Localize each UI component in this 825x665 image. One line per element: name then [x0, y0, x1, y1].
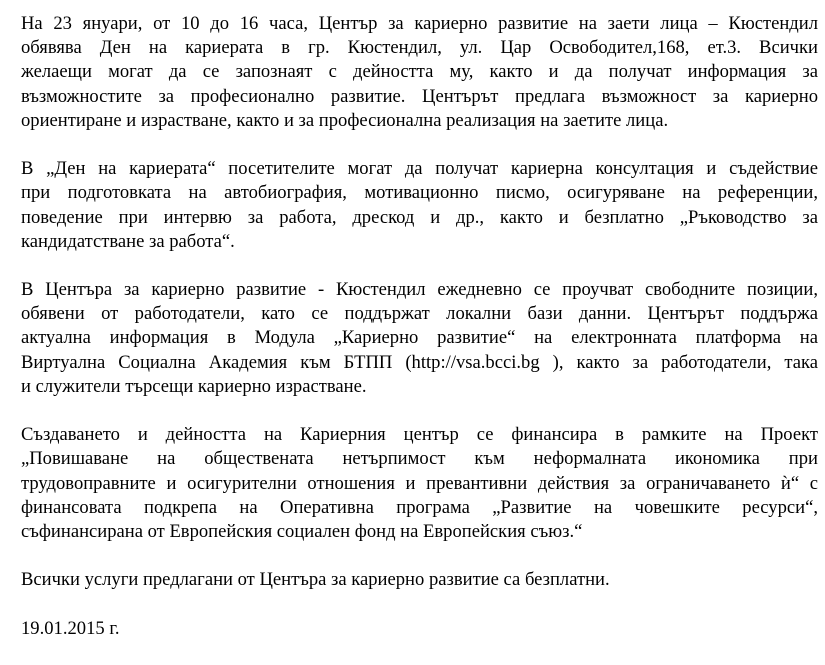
text-line: съфинансирана от Европейския социален фонд на Европейския съюз.“: [21, 520, 583, 542]
text-line: „Повишаване на обществената нетърпимост към неформалната икономика при: [21, 448, 818, 470]
text-line: при подготовката на автобиография, мотивационно писмо, осигуряване на референции,: [21, 182, 818, 204]
text-line: В „Ден на кариерата“ посетителите могат да получат кариерна консултация и съдействие: [21, 158, 818, 180]
text-line: поведение при интервю за работа, дрескод и др., както и безплатно „Ръководство за: [21, 206, 818, 228]
text-line: трудовоправните и осигурителни отношения и превантивни действия за ограничаването ѝ“ с: [21, 472, 818, 494]
text-line: кандидатстване за работа“.: [21, 230, 235, 252]
text-line: възможностите за професионално развитие. Центърът предлага възможност за кариерно: [21, 85, 818, 107]
text-line: обявява Ден на кариерата в гр. Кюстендил, ул. Цар Освободител,168, ет.3. Всички: [21, 37, 818, 59]
document-body: [21, 12, 818, 665]
text-line: В Центъра за кариерно развитие - Кюстендил ежедневно се проучват свободните позиции,: [21, 279, 818, 301]
text-line: ориентиране и израстване, както и за професионална реализация на заетите лица.: [21, 109, 669, 131]
text-line: Виртуална Социална Академия към БТПП (http://vsa.bcci.bg ), както за работодатели, така: [21, 351, 818, 373]
text-line: желаещи могат да се запознаят с дейността му, както и да получат информация за: [21, 61, 818, 83]
text-line: Създаването и дейността на Кариерния център се финансира в рамките на Проект: [21, 424, 818, 446]
text-line: актуална информация в Модула „Кариерно развитие“ на електронната платформа на: [21, 327, 818, 349]
paragraph-date: [21, 617, 818, 641]
paragraph-job-positions: [21, 278, 818, 399]
paragraph-visitor-services: [21, 157, 818, 254]
text-line: На 23 януари, от 10 до 16 часа, Център за кариерно развитие на заети лица – Кюстендил: [21, 13, 818, 34]
text-line: Всички услуги предлагани от Центъра за кариерно развитие са безплатни.: [21, 569, 610, 591]
paragraph-free-services: [21, 568, 818, 592]
text-line: и служители търсещи кариерно израстване.: [21, 375, 367, 397]
paragraph-career-day-announcement: [21, 12, 818, 133]
text-line: обявени от работодатели, като се поддържат локални бази данни. Центърът поддържа: [21, 303, 818, 325]
paragraph-project-funding: [21, 423, 818, 544]
document-date: 19.01.2015 г.: [21, 617, 120, 639]
text-line: финансовата подкрепа на Оперативна програма „Развитие на човешките ресурси“,: [21, 496, 818, 518]
